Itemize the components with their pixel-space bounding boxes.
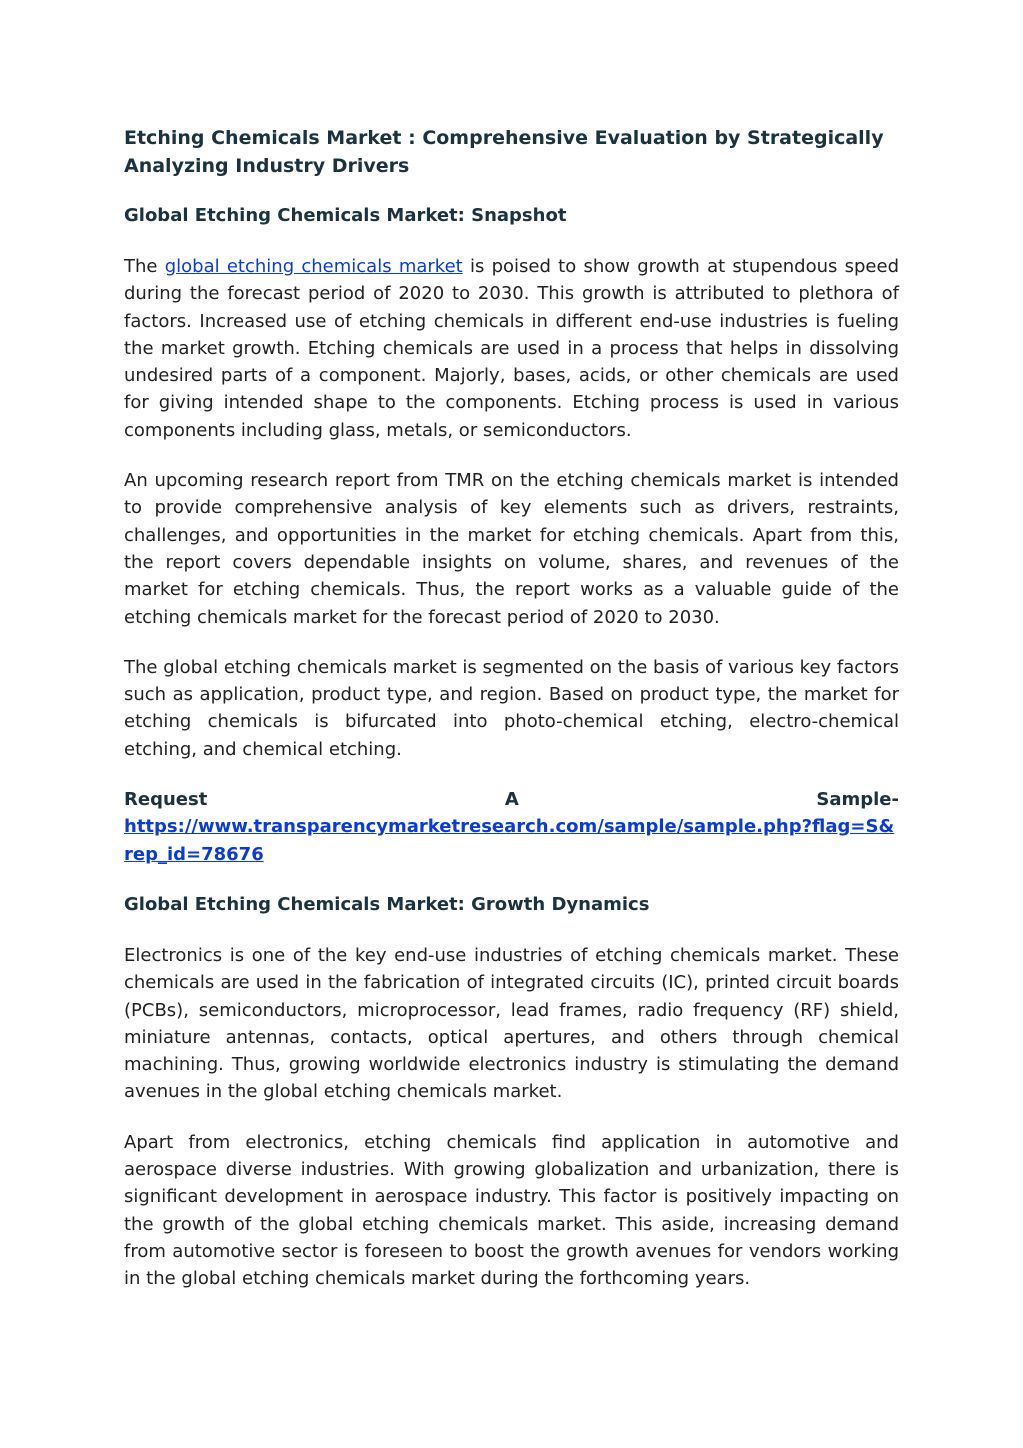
growth-paragraph-1: Electronics is one of the key end-use industries of etching chemicals market. These chemicals are used in the fabrication of integrated circuits (IC), printed circuit boards (PCBs), semiconductors, microprocessor, lead frames, radio frequency (RF) shield, miniature antennas, contacts, optical apertures, and others through chemical machining. Thus, growing worldwide electronics industry is stimulating the demand avenues in the global etching chemicals market. (124, 944, 899, 1103)
market-link[interactable]: global etching chemicals market (164, 256, 463, 277)
sample-word: Sample- (816, 789, 899, 811)
snapshot-paragraph-2: An upcoming research report from TMR on the etching chemicals market is intended to provide comprehensive analysis of key elements such as drivers, restraints, challenges, and opportunities in the market for etching chemicals. Apart from this, the report covers dependable insights on volume, shares, and revenues of the market for etching chemicals. Thus, the report works as a valuable guide of the etching chemicals market for the forecast period of 2020 to 2030. (124, 470, 899, 628)
snapshot-paragraph-1 (124, 253, 899, 444)
document-page (124, 124, 899, 1316)
snapshot-paragraph-3: The global etching chemicals market is segmented on the basis of various key factors such as application, product type, and region. Based on product type, the market for etching chemicals is bifurcated into photo-chemical etching, electro-chemical etching, and chemical etching. (124, 656, 899, 760)
sample-url-link[interactable]: https://www.transparencymarketresearch.com/sample/sample.php?flag=S&rep_id=78676 (124, 816, 895, 865)
growth-heading: Global Etching Chemicals Market: Growth Dynamics (124, 893, 650, 915)
request-word: Request (124, 789, 208, 811)
request-sample-block (124, 786, 899, 868)
snapshot-p1-body: is poised to show growth at stupendous speed during the forecast period of 2020 to 2030. This growth is attributed to plethora of factors. Increased use of etching chemicals in different end-use industries is fueling the market growth. Etching chemicals are used in a process that helps in dissolving undesired parts of a component. Majorly, bases, acids, or other chemicals are used for giving intended shape to the components. Etching process is used in various components including glass, metals, or semiconductors. (124, 256, 899, 441)
growth-paragraph-2: Apart from electronics, etching chemicals find application in automotive and aerospace diverse industries. With growing globalization and urbanization, there is significant development in aerospace industry. This factor is positively impacting on the growth of the global etching chemicals market. This aside, increasing demand from automotive sector is foreseen to boost the growth avenues for vendors working in the global etching chemicals market during the forthcoming years. (124, 1131, 899, 1290)
snapshot-p1-lead: The (124, 256, 165, 277)
document-title: Etching Chemicals Market : Comprehensive Evaluation by Strategically Analyzing Industry Drivers (124, 127, 884, 177)
a-word: A (504, 789, 519, 811)
snapshot-heading: Global Etching Chemicals Market: Snapshot (124, 205, 567, 226)
request-sample-label (124, 786, 899, 813)
